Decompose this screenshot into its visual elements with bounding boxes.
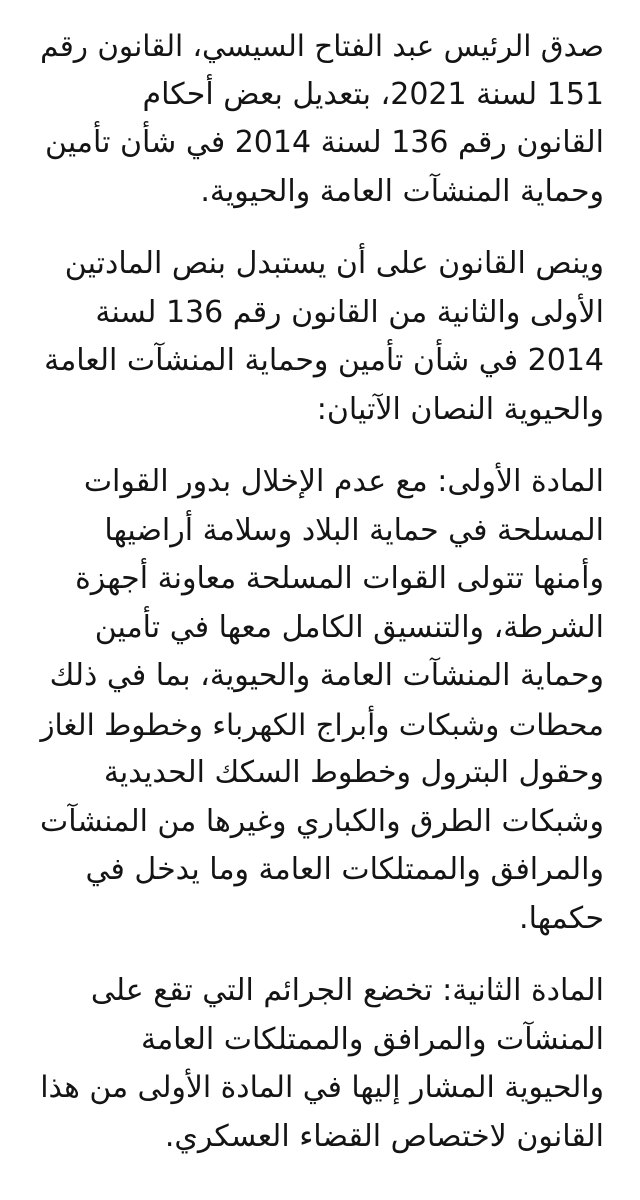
text-line: وحماية المنشآت العامة والحيوية، بما في ذلك: [49, 658, 604, 693]
text-line: محطات وشبكات وأبراج الكهرباء وخطوط الغاز: [40, 707, 604, 742]
text-line: وشبكات الطرق والكباري وغيرها من المنشآت: [40, 803, 604, 839]
text-line: حكمها.: [519, 900, 604, 936]
text-line: صدق الرئيس عبد الفتاح السيسي، القانون رقم: [40, 29, 604, 63]
text-line: المسلحة في حماية البلاد وسلامة أراضيها: [104, 512, 604, 548]
text-line: المادة الثانية: تخضع الجرائم التي تقع على: [90, 973, 604, 1008]
text-line: الشرطة، والتنسيق الكامل معها في تأمين: [94, 609, 604, 645]
paragraph-article-two: [40, 967, 604, 1161]
paragraph-provisions: [40, 240, 604, 434]
text-line: وحماية المنشآت العامة والحيوية.: [200, 173, 604, 209]
text-line: وأمنها تتولى القوات المسلحة معاونة أجهزة: [75, 561, 604, 596]
text-line: المادة الأولى: مع عدم الإخلال بدور القوات: [83, 464, 604, 499]
paragraph-intro: [40, 22, 604, 216]
text-line: 2014 في شأن تأمين وحماية المنشآت العامة: [44, 343, 604, 378]
text-line: وينص القانون على أن يستبدل بنص المادتين: [64, 246, 604, 281]
text-line: 151 لسنة 2021، بتعديل بعض أحكام: [142, 76, 604, 112]
text-line: وحقول البترول وخطوط السكك الحديدية: [103, 755, 604, 790]
paragraph-article-one: [40, 458, 604, 943]
text-line: المنشآت والمرافق والممتلكات العامة: [140, 1021, 604, 1057]
text-line: القانون رقم 136 لسنة 2014 في شأن تأمين: [44, 125, 604, 160]
text-line: والمرافق والممتلكات العامة وما يدخل في: [85, 852, 604, 887]
text-line: والحيوية النصان الآتيان:: [316, 391, 604, 427]
text-line: الأولى والثانية من القانون رقم 136 لسنة: [95, 294, 604, 330]
text-line: والحيوية المشار إليها في المادة الأولى من هذا: [40, 1070, 604, 1105]
text-line: القانون لاختصاص القضاء العسكري.: [164, 1118, 604, 1154]
